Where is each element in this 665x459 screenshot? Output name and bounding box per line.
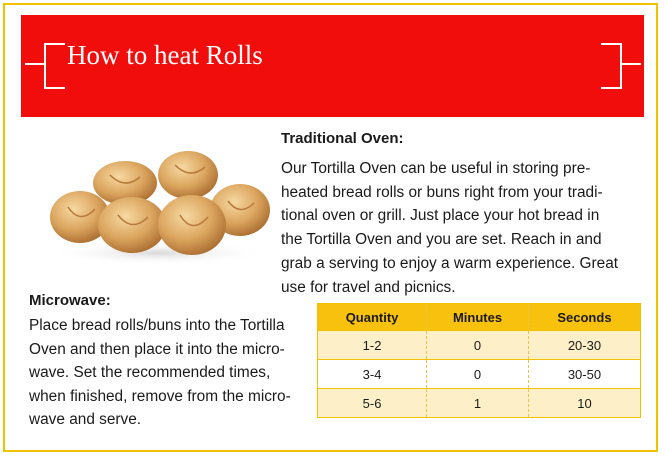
microwave-line: wave and serve. — [29, 411, 142, 428]
table-header-row — [318, 304, 641, 331]
cell-quantity: 5-6 — [318, 389, 427, 418]
microwave-line: Oven and then place it into the micro- — [29, 340, 285, 358]
column-header-quantity: Quantity — [318, 304, 427, 331]
microwave-heading: Microwave: — [29, 292, 111, 309]
microwave-line: Place bread rolls/buns into the Tortilla — [29, 317, 285, 334]
table-row — [318, 331, 641, 360]
oven-line: grab a serving to enjoy a warm experience. Great — [281, 254, 619, 272]
cell-minutes: 0 — [427, 331, 529, 360]
table-row — [318, 389, 641, 418]
right-bracket-decoration — [601, 43, 622, 89]
oven-line: Our Tortilla Oven can be useful in storing pre- — [281, 160, 591, 177]
cell-seconds: 30-50 — [528, 360, 640, 389]
cell-seconds: 10 — [528, 389, 640, 418]
column-header-seconds: Seconds — [528, 304, 640, 331]
left-bracket-decoration — [44, 43, 65, 89]
cell-minutes: 1 — [427, 389, 529, 418]
heating-times-table — [317, 303, 641, 418]
microwave-line: when finished, remove from the micro- — [29, 387, 291, 405]
cell-quantity: 3-4 — [318, 360, 427, 389]
cell-minutes: 0 — [427, 360, 529, 389]
table-row — [318, 360, 641, 389]
traditional-oven-text — [281, 157, 618, 299]
microwave-text — [29, 314, 291, 432]
cell-quantity: 1-2 — [318, 331, 427, 360]
page-title: How to heat Rolls — [67, 40, 263, 70]
bread-rolls-photo — [40, 145, 275, 265]
oven-line: tional oven or grill. Just place your hot bread in — [281, 207, 600, 225]
oven-line: the Tortilla Oven and you are set. Reach in and — [281, 231, 602, 249]
column-header-minutes: Minutes — [427, 304, 529, 331]
cell-seconds: 20-30 — [528, 331, 640, 360]
left-bracket-tick — [25, 63, 44, 65]
microwave-line: wave. Set the recommended times, — [29, 364, 271, 381]
oven-line: heated bread rolls or buns right from your tradi- — [281, 183, 603, 201]
oven-line: use for travel and picnics. — [281, 278, 456, 296]
right-bracket-tick — [622, 63, 641, 65]
traditional-oven-heading: Traditional Oven: — [281, 130, 404, 147]
